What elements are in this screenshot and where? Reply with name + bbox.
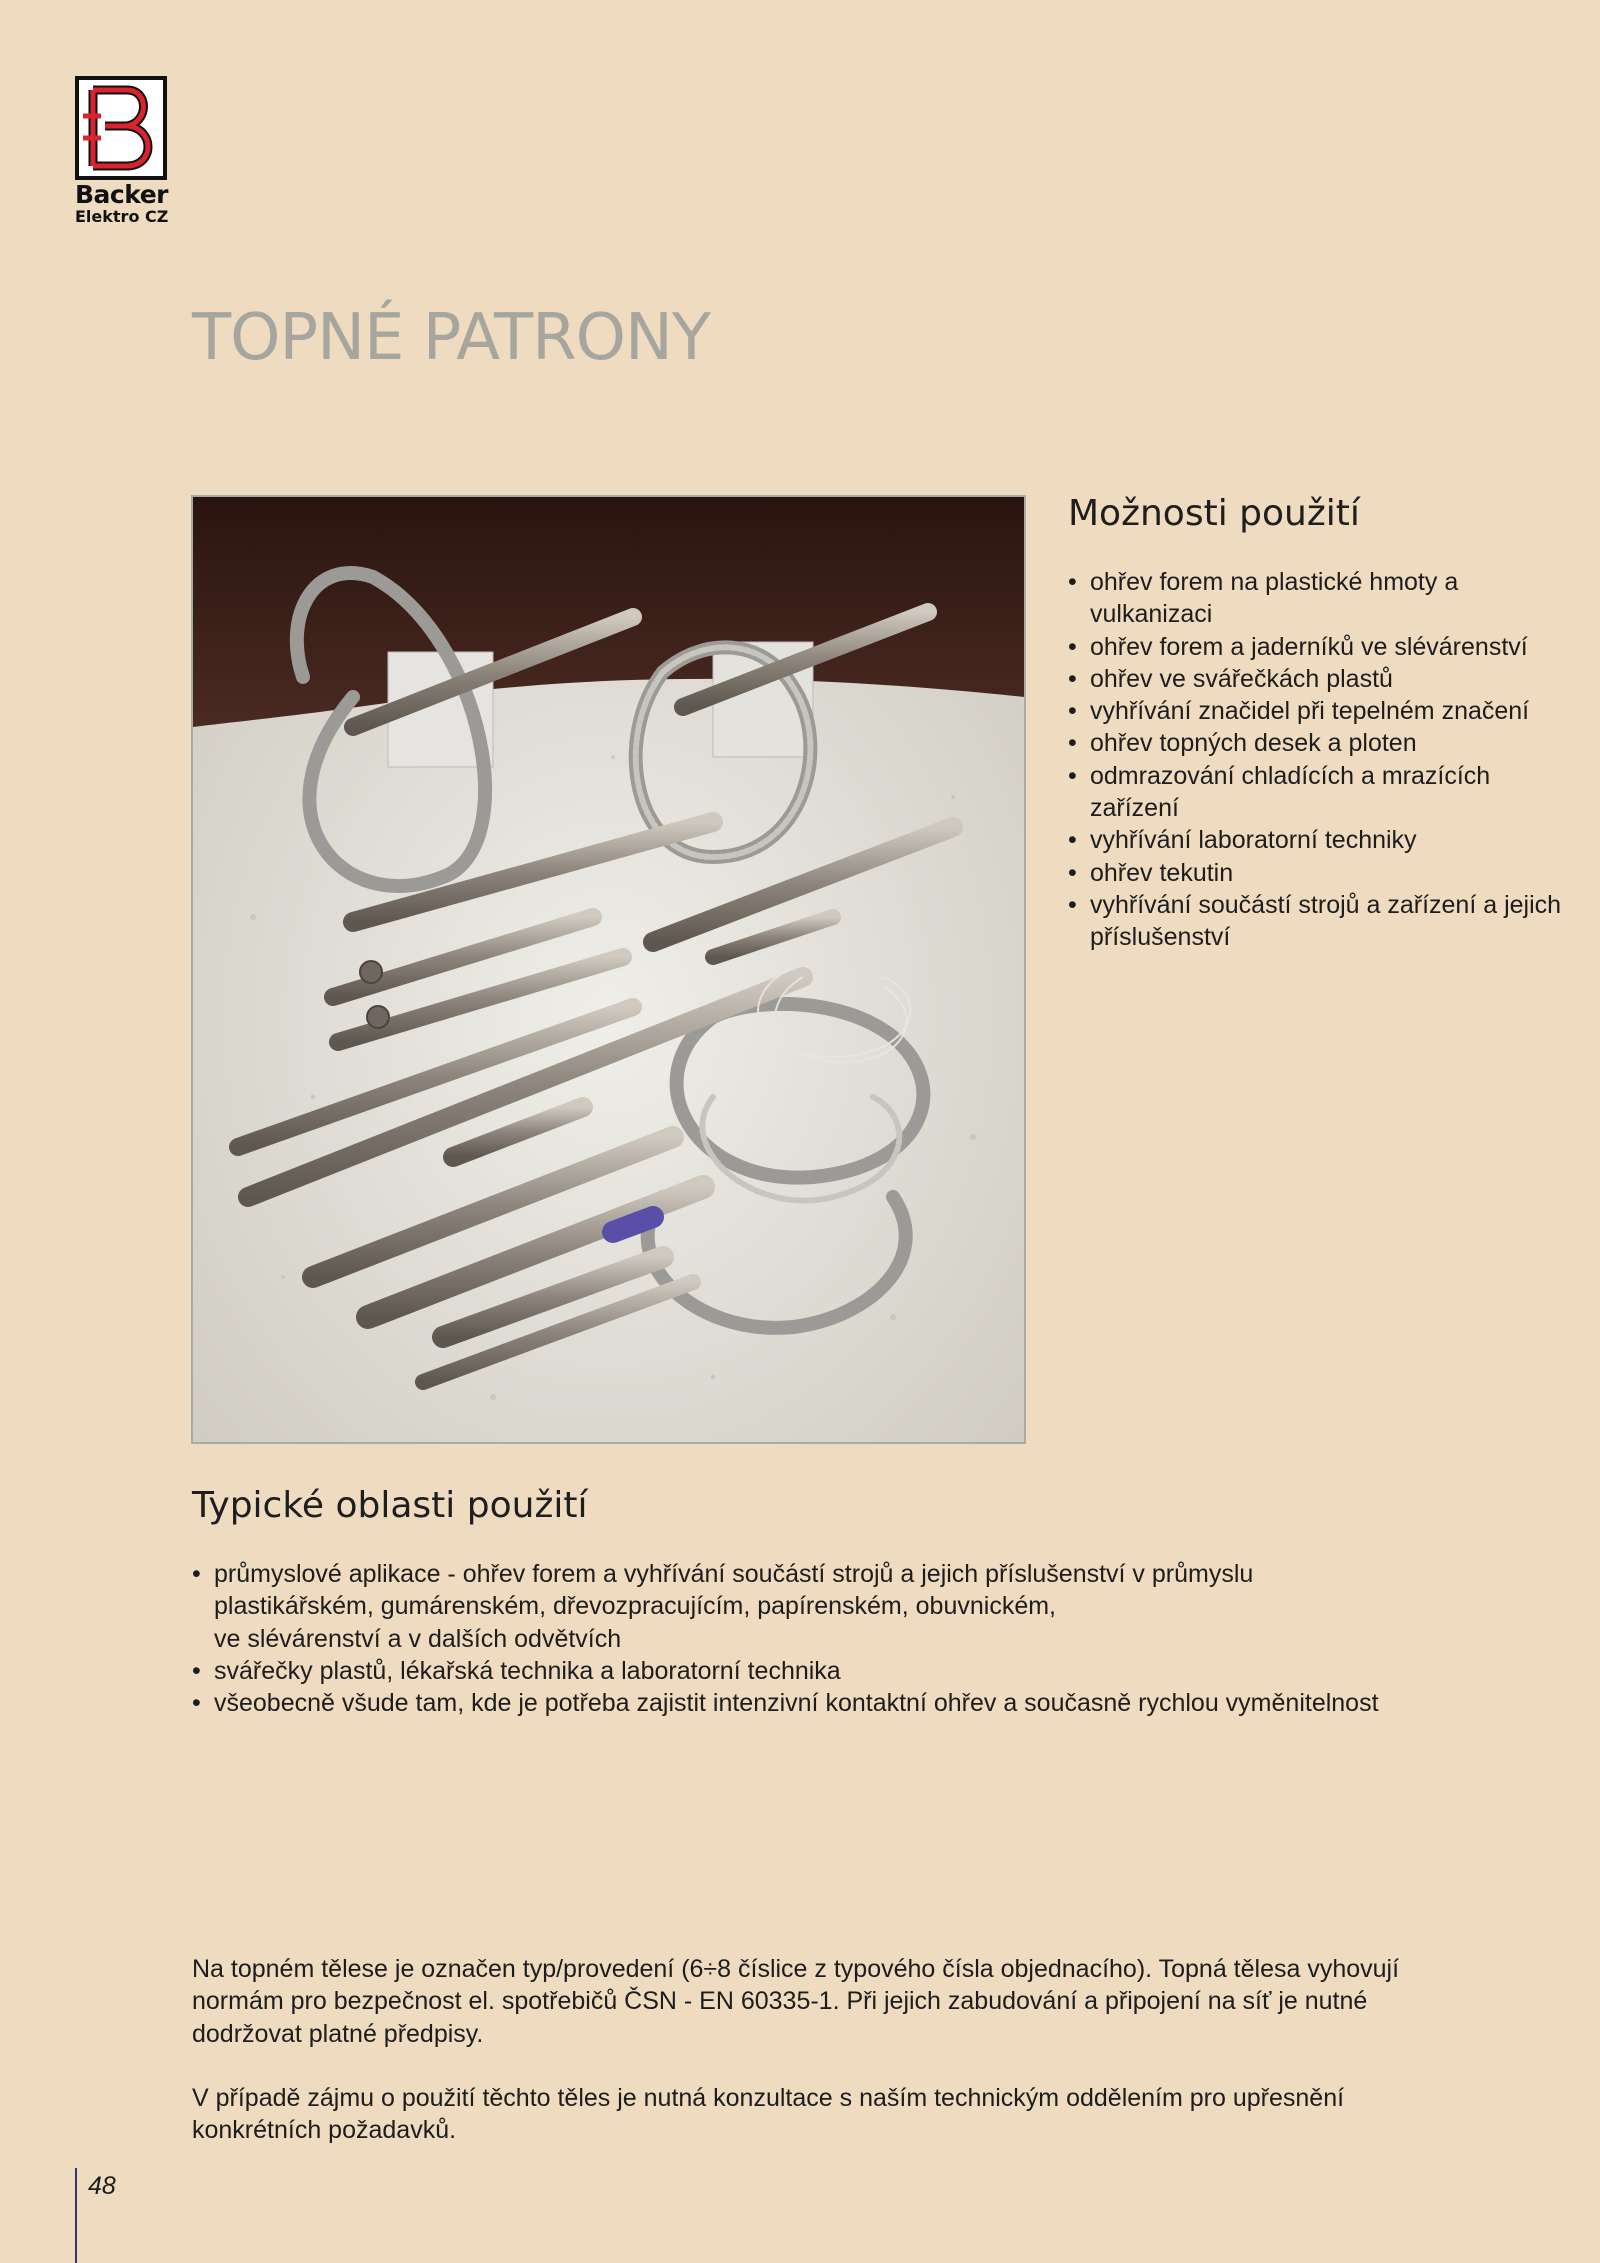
brand-name: Backer xyxy=(75,180,168,209)
list-item: • ohřev ve svářečkách plastů xyxy=(1068,663,1568,695)
list-item: • ohřev tekutin xyxy=(1068,857,1568,889)
brand-logo xyxy=(75,76,175,226)
page-number-rule xyxy=(75,2168,77,2263)
list-item: • průmyslové aplikace - ohřev forem a vyhřívání součástí strojů a jejich příslušenství v průmyslu plastikářském, gumárenském, dřevozpracujícím, papírenském, obuvnickém, ve slévárenství a v dalších odvětvích xyxy=(192,1558,1592,1655)
brand-subname: Elektro CZ xyxy=(75,207,169,226)
typical-heading: Typické oblasti použití xyxy=(192,1485,588,1526)
notes-section xyxy=(192,1953,1542,2146)
note-paragraph: V případě zájmu o použití těchto těles je nutná konzultace s naším technickým oddělením pro upřesnění konkrétních požadavků. xyxy=(192,2083,1345,2145)
list-item: • vyhřívání značidel při tepelném značení xyxy=(1068,695,1568,727)
usage-heading: Možnosti použití xyxy=(1068,493,1360,534)
list-item: • ohřev forem na plastické hmoty a vulkanizaci xyxy=(1068,566,1568,631)
typical-section xyxy=(192,1484,1592,1719)
backer-b-logo-icon xyxy=(75,76,167,180)
list-item: • všeobecně všude tam, kde je potřeba zajistit intenzivní kontaktní ohřev a současně rychlou vyměnitelnost xyxy=(192,1687,1592,1719)
cartridge-heaters-photo xyxy=(193,497,1024,1442)
list-item: • odmrazování chladících a mrazících zařízení xyxy=(1068,760,1568,825)
list-item: • vyhřívání součástí strojů a zařízení a jejich příslušenství xyxy=(1068,889,1568,954)
note-paragraph: Na topném tělese je označen typ/provedení (6÷8 číslice z typového čísla objednacího). Topná tělesa vyhovují normám pro bezpečnost el. spotřebičů ČSN - EN 60335-1. Při jejich zabudování a připojení na síť je nutné dodržovat platné předpisy. xyxy=(192,1955,1400,2048)
usage-list xyxy=(1068,566,1568,954)
page-number: 48 xyxy=(88,2172,116,2200)
list-item: • vyhřívání laboratorní techniky xyxy=(1068,824,1568,856)
usage-section xyxy=(1068,492,1568,954)
page-title: TOPNÉ PATRONY xyxy=(192,301,710,375)
typical-list xyxy=(192,1558,1592,1719)
list-item: • ohřev forem a jaderníků ve slévárenství xyxy=(1068,631,1568,663)
list-item: • ohřev topných desek a ploten xyxy=(1068,727,1568,759)
product-photo xyxy=(191,495,1026,1444)
list-item: • svářečky plastů, lékařská technika a laboratorní technika xyxy=(192,1655,1592,1687)
